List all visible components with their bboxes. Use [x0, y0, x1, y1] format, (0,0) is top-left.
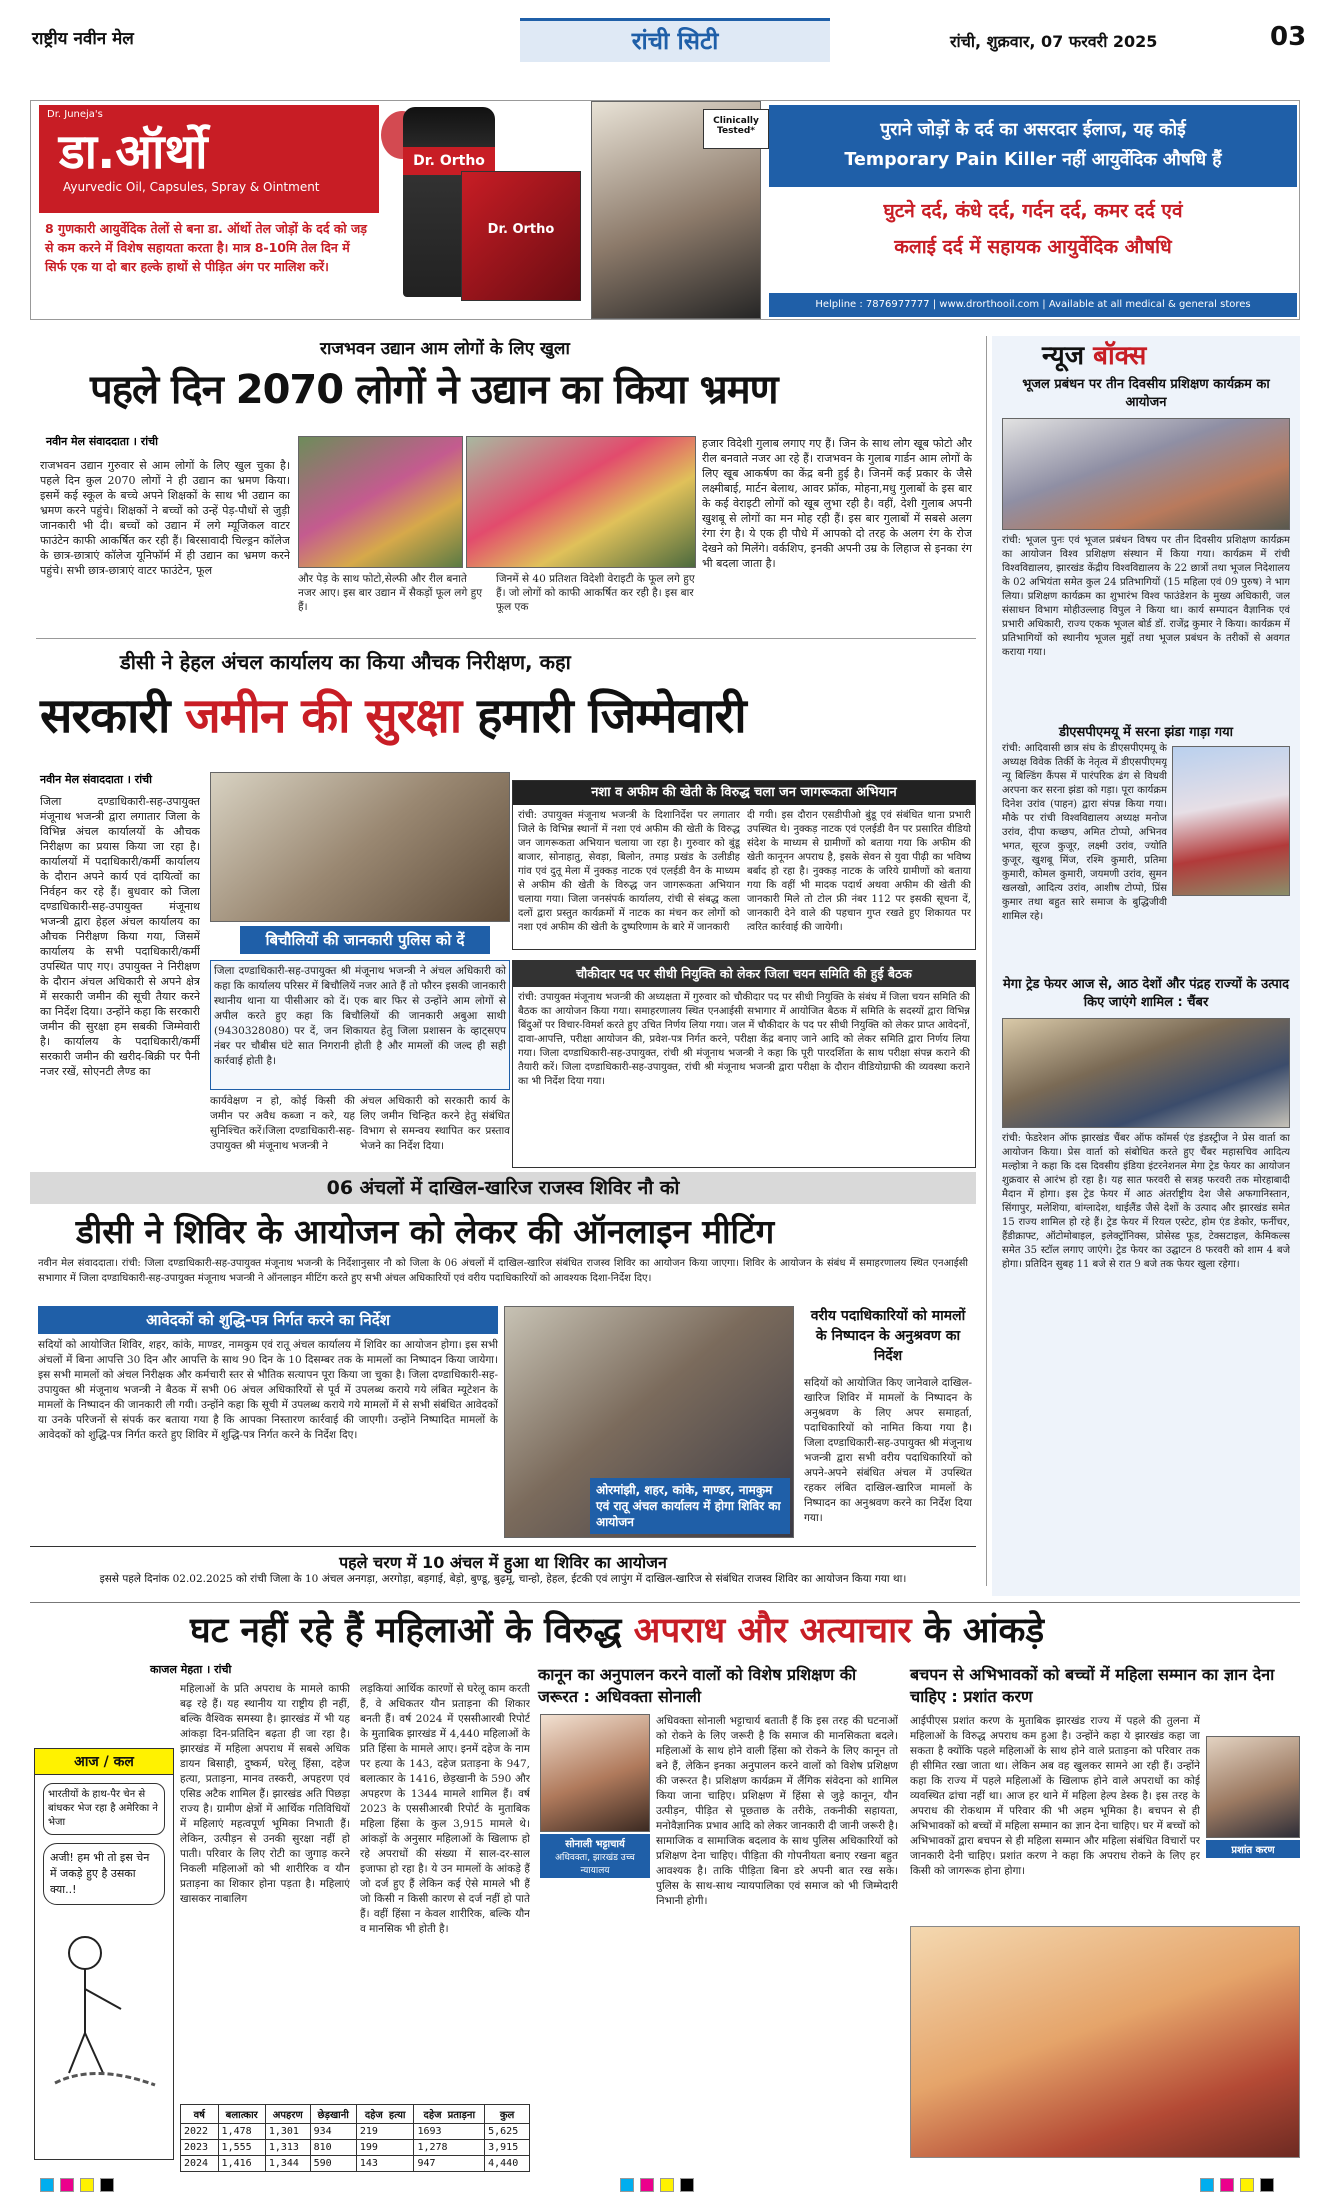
- opinion2-body: आईपीएस प्रशांत करण के मुताबिक झारखंड राज्य में पहले की तुलना में महिलाओं के विरुद्ध अपराध कम हुआ है। उन्होंने कहा ये झारखंड कहा जा सकता है क्योंकि पहले महिलाओं के साथ होने वाले प्रताड़ना को परिवार तक ही सीमित रखा जाता था। लेकिन अब वह खुलकर सामने आ रही हैं। उन्होंने कहा कि राज्य में पहले महिलाओं के खिलाफ होने वाले अपराधों का कोई व्यवस्थित ढांचा नहीं था। आज हर थाने में महिला हेल्प डेस्क है। इस तरह के अपराध की रोकथाम में परिवार की भी अहम भूमिका है। बचपन से ही अभिभावकों को बच्चों में महिला सम्मान का ज्ञान देना चाहिए। घर में बच्चों को अभिभावकों द्वारा बचपन से ही महिला सम्मान और महिला संबंधित विचारों पर जानकारी देनी चाहिए। प्रशांत करण ने कहा कि अपराध रोकने के लिए हर किसी को जागरूक होना होगा।: [910, 1715, 1200, 1877]
- cartoon-figure-leg-l: [69, 2033, 85, 2073]
- table-header-row: [181, 2105, 530, 2124]
- story2-col4: अंचल अधिकारी को सरकारी कार्य के लिए जमीन चिन्हित करने हेतु संबंधित विभाग से समन्वय स्थापित कर प्रस्ताव भेजने का निर्देश दिया।: [360, 1095, 510, 1152]
- story6-headline-end: के आंकड़े: [923, 1611, 1045, 1651]
- story5-sub2: वरीय पदाधिकारियों को मामलों के निष्पादन के अनुश्रवण का निर्देश: [810, 1308, 966, 1364]
- story4-title-bar: [513, 961, 975, 987]
- color-swatch: [1260, 2178, 1274, 2192]
- story6-headline-black: घट नहीं रहे हैं महिलाओं के विरुद्ध: [190, 1611, 622, 1651]
- ad-badge: Clinically Tested*: [703, 109, 769, 149]
- table-cell: 1693: [414, 2124, 485, 2140]
- color-swatch: [60, 2178, 74, 2192]
- sidebar-item2-title: डीएसपीएमयू में सरना झंडा गाड़ा गया: [1058, 725, 1234, 740]
- opinion2-name-box: [1206, 1840, 1300, 1858]
- cartoon-figure-head: [69, 1937, 101, 1969]
- color-bar-left: [40, 2178, 114, 2192]
- sidebar-title-2: बॉक्स: [1093, 341, 1147, 371]
- opinion2-title: बचपन से अभिभावकों को बच्चों में महिला सम्मान का ज्ञान देना चाहिए : प्रशांत करण: [910, 1665, 1275, 1706]
- color-swatch: [80, 2178, 94, 2192]
- ad-headline-4: कलाई दर्द में सहायक आयुर्वेदिक औषधि: [894, 236, 1172, 258]
- story2-col3: कार्यवेक्षण न हो, कोई किसी की जमीन पर अवैध कब्जा न करे, यह सुनिश्चित करें।जिला दण्डाधिकारी-सह-उपायुक्त श्री मंजूनाथ भजन्त्री ने: [210, 1095, 355, 1152]
- story5-body2: सदियों को आयोजित किए जानेवाले दाखिल-खारिज शिविर में मामलों के निष्पादन के अनुश्रवण के लिए अपर समाहर्ता, पदाधिकारियों को नामित किया गया है। जिला दण्डाधिकारी-सह-उपायुक्त श्री मंजूनाथ भजन्त्री द्वारा सभी वरीय पदाधिकारियों को अपने-अपने संबंधित अंचल में उपस्थित रहकर लंबित दाखिल-खारिज मामलों के निष्पादन का अनुश्रवण करने का निर्देश दिया गया।: [804, 1377, 972, 1524]
- sidebar-item2-body: रांची: आदिवासी छात्र संघ के डीएसपीएमयू के अध्यक्ष विवेक तिर्की के नेतृत्व में डीएसपीएमयू न्यू बिल्डिंग कैंपस में पारंपरिक ढंग से विधवी अरपना कर सरना झंडा को गड़ा। पूरा कार्यक्रम दिनेश उरांव (पाहन) द्वारा संपन्न किया गया। मौके पर रांची विश्वविद्यालय अध्यक्ष मनोज उरांव, दीपा कच्छप, अमित टोप्पो, अभिनव भगत, सूरज कुजूर, लक्ष्मी उरांव, ज्योति कुजूर, खुशबू मिंज, रश्मि कुमारी, प्रतिमा कुमारी, कोमल कुमारी, जयमणी उरांव, सुमन खलखो, आदित्य उरांव, आशीष टोप्पो, प्रिंस कुमार तथा बहुत सारे समाज के बुद्धिजीवी शामिल रहे।: [1002, 743, 1167, 922]
- table-cell: 2022: [181, 2124, 219, 2140]
- table-header-cell: बलात्कार: [218, 2105, 265, 2124]
- opinion1-role: अधिवक्ता, झारखंड उच्च न्यायालय: [555, 1853, 635, 1876]
- story1-col1: राजभवन उद्यान गुरुवार से आम लोगों के लिए खुल चुका है। पहले दिन कुल 2070 लोगों ने ही उद्यान का भ्रमण किया। इसमें कई स्कूल के बच्चे अपने शिक्षकों के साथ भी उद्यान का भ्रमण करने पहुंचे। शिक्षकों ने बच्चों को उन्हें पेड़-पौधों से जुड़ी जानकारी भी दी। बच्चों को उद्यान में लगे म्यूजिकल वाटर फाउंटेन काफी आकर्षित कर रही हैं। बिरसावादी चिल्ड्रन कॉलेज के छात्र-छात्राएं कॉलेज यूनिफॉर्म में ही उद्यान का भ्रमण करने पहुंचे। सभी छात्र-छात्राएं वाटर फाउंटेन, फूल: [40, 459, 290, 577]
- cartoon-figure-arm: [85, 1989, 121, 2009]
- ad-brand-small: Dr. Juneja's: [47, 109, 103, 120]
- story6-col2: लड़कियां आर्थिक कारणों से घरेलू काम करती हैं, वे अधिकतर यौन प्रताड़ना की शिकार बनती हैं। वर्ष 2024 में एससीआरबी रिपोर्ट के मुताबिक झारखंड में 4,440 महिलाओं के प्रति हिंसा के मामले आए। इनमें दहेज के नाम पर हत्या के 143, दहेज प्रताड़ना के 947, बलात्कार के 1416, छेड़खानी के 590 और अपहरण के 1344 मामले शामिल हैं। वर्ष 2023 के एससीआरबी रिपोर्ट के मुताबिक महिला हिंसा के कुल 3,915 मामले थे। आंकड़ों के अनुसार महिलाओं के खिलाफ हो रहे अपराधों की संख्या में साल-दर-साल इजाफा हो रहा है। ये उन मामलों के आंकड़े हैं जो दर्ज हुए हैं लेकिन कई ऐसे मामले भी हैं जो किसी न किसी कारण से दर्ज नहीं हो पाते हैं। वहीं हिंसा न केवल शारीरिक, बल्कि यौन व मानसिक भी होती है।: [360, 1683, 530, 1935]
- story-women-crime: [30, 1606, 1300, 2171]
- color-bar-right: [1200, 2178, 1274, 2192]
- story5-sub1-box: [38, 1306, 498, 1334]
- story-drug-awareness: [512, 780, 976, 950]
- story5-kicker: 06 अंचलों में दाखिल-खारिज राजस्व शिविर नौ को: [326, 1177, 680, 1199]
- ad-banner[interactable]: [30, 100, 1300, 320]
- divider: [36, 638, 976, 639]
- product-box-label: Dr. Ortho: [487, 222, 555, 237]
- story1-photo-2: [466, 436, 696, 568]
- story3-title: नशा व अफीम की खेती के विरुद्ध चला जन जागरूकता अभियान: [591, 785, 897, 800]
- story5-kicker-bar: [30, 1172, 976, 1204]
- story2-kicker: डीसी ने हेहल अंचल कार्यालय का किया औचक निरीक्षण, कहा: [120, 650, 571, 674]
- opinion1-body: अधिवक्ता सोनाली भट्टाचार्य बताती हैं कि इस तरह की घटनाओं को रोकने के लिए जरूरी है कि समाज की मानसिकता बदले। महिलाओं के साथ होने वाली हिंसा को रोकने के लिए कानून तो बने हैं, लेकिन इनका अनुपालन करने वालों को विशेष प्रशिक्षण की जरूरत है। प्रशिक्षण कार्यक्रम में लैंगिक संवेदना को शामिल किया जाना चाहिए। प्रशिक्षण में हिंसा से जुड़े कानून, यौन उत्पीड़न, पीड़ित से पूछताछ के तरीके, तकनीकी सहायता, मनोवैज्ञानिक प्रभाव आदि को लेकर जानकारी दी जानी जरूरी है। सामाजिक व सामाजिक बदलाव के साथ पुलिस अधिकारियों को प्रशिक्षण देना चाहिए। पीड़िता की गोपनीयता बनाए रखना बहुत आवश्यक है। ताकि पीड़िता बिना डरे अपनी बात रख सके। पुलिस के साथ-साथ न्यायपालिका एवं समाज को भी जिम्मेदारी निभानी होगी।: [656, 1715, 898, 1907]
- table-cell: 2024: [181, 2156, 219, 2172]
- story5-body1: सदियों को आयोजित शिविर, शहर, कांके, माण्डर, नामकुम एवं रातू अंचल कार्यालय में शिविर का आयोजन होगा। इस सभी अंचलों में बिना आपत्ति 30 दिन और आपत्ति के साथ 90 दिन के 10 दिसम्बर तक के मामलों का निष्पादन किया जायेगा। इस सभी मामलों को अंचल निरीक्षक और कर्मचारी स्तर से भौतिक सत्यापन पूरा किया जा चुका है। जिला दण्डाधिकारी-सह-उपायुक्त श्री मंजूनाथ भजन्त्री ने बैठक में सभी 06 अंचल अधिकारियों से पूर्व में उपलब्ध कराये गये लंबित म्यूटेशन के मामलों के निष्पादन की जानकारी ली गयी। उन्होंने कहा कि सूची में उपलब्ध कराये गये मामलों में से सभी संबंधित आवेदकों या उनके परिजनों से संपर्क कर बताया गया है कि आपका निस्तारण कार्रवाई की जाएगी। उन्होंने निष्पादित मामलों के आवेदकों को शुद्धि-पत्र निर्गत करते हुए शिविर में शुद्धि-पत्र निर्गत करने के निर्देश दिए।: [38, 1339, 498, 1441]
- color-swatch: [680, 2178, 694, 2192]
- story2-photo: [210, 772, 510, 922]
- story-rajbhavan: [30, 336, 980, 636]
- cartoon-label: आज / कल: [35, 1749, 173, 1775]
- story3-col2: दी गयी। इस दौरान एसडीपीओ बुंडू एवं संबंधित थाना प्रभारी उपस्थित थे। नुक्कड़ नाटक एवं एलईडी वैन पर प्रसारित वीडियो संदेश के माध्यम से ग्रामीणों को बताया गया कि अफीम की खेती कानूनन अपराध है, इसके सेवन से युवा पीढ़ी का भविष्य बर्बाद हो रहा है। नुक्कड़ नाटक के जरिये ग्रामीणों को बताया गया कि वहीं भी मादक पदार्थ अथवा अफीम की खेती की जानकारी मिले तो टोल फ्री नंबर 112 पर इसकी सूचना दें, जानकारी देने वाले की पहचान गुप्त रखते हुए शिकायत पर त्वरित कार्रवाई की जायेगी।: [747, 810, 971, 933]
- table-header-cell: छेड़खानी: [310, 2105, 356, 2124]
- story6-headline-red: अपराध और अत्याचार: [633, 1611, 912, 1651]
- story1-byline: नवीन मेल संवाददाता । रांची: [46, 435, 158, 448]
- table-cell: 810: [310, 2140, 356, 2156]
- table-header-cell: अपहरण: [265, 2105, 310, 2124]
- table-row: [181, 2124, 530, 2140]
- story2-subhead: बिचौलियों की जानकारी पुलिस को दें: [265, 931, 465, 949]
- ad-helpline-bar[interactable]: [769, 293, 1297, 317]
- cartoon-chain: [55, 2073, 155, 2085]
- color-swatch: [1240, 2178, 1254, 2192]
- ad-body: 8 गुणकारी आयुर्वेदिक तेलों से बना डा. ऑर्थो तेल जोड़ों के दर्द को जड़ से कम करने में विशेष सहायता करता है। मात्र 8-10मि तेल दिन में सिर्फ एक या दो बार हल्के हाथों से पीड़ित अंग पर मालिश करें।: [45, 221, 367, 274]
- story5-phase-title: पहले चरण में 10 अंचल में हुआ था शिविर का आयोजन: [30, 1546, 976, 1573]
- story1-headline: पहले दिन 2070 लोगों ने उद्यान का किया भ्रमण: [90, 367, 778, 413]
- sidebar-title-1: न्यूज: [1042, 341, 1085, 371]
- masthead: [20, 18, 1310, 88]
- story2-subhead-box: [240, 926, 490, 954]
- page-number: 03: [1270, 22, 1307, 52]
- sidebar-item3-body: रांची: फेडरेशन ऑफ झारखंड चैंबर ऑफ कॉमर्स एंड इंडस्ट्रीज ने प्रेस वार्ता का आयोजन किया। प्रेस वार्ता को संबोधित करते हुए चैंबर महासचिव आदित्य मल्होत्रा ने कहा कि दस दिवसीय इंडिया इंटरनेशनल मेगा ट्रेड फेयर का आयोजन शुक्रवार से आरंभ हो रहा है। यह सात फरवरी से सत्रह फरवरी तक मोरहाबादी मैदान में होगा। इस ट्रेड फेयर में आठ अंतर्राष्ट्रीय देश जैसे अफगानिस्तान, सिंगापुर, मलेशिया, बांग्लादेश, थाईलैंड जैसे देशों के उत्पाद और झारखंड समेत 15 राज्य शामिल हो रहे हैं। ट्रेड फेयर में रियल एस्टेट, होम एंड डेकोर, फर्नीचर, हैंडीक्राफ्ट, ऑटोमोबाइल, इलेक्ट्रॉनिक्स, प्रोसेस्ड फूड, टेक्सटाइल, केमिकल्स समेत 35 स्टॉल लगाए जाएंगे। ट्रेड फेयर का उद्घाटन 8 फरवरी को शाम 4 बजे होगा। प्रतिदिन सुबह 11 बजे से रात 9 बजे तक फेयर खुला रहेगा।: [1002, 1133, 1290, 1270]
- story5-sub1: आवेदकों को शुद्धि-पत्र निर्गत करने का निर्देश: [146, 1311, 390, 1329]
- sidebar-item1-photo: [1002, 418, 1290, 530]
- story2-headline-red: जमीन की सुरक्षा: [185, 688, 462, 744]
- table-cell: 1,278: [414, 2140, 485, 2156]
- ad-helpline: Helpline : 7876977777 | www.drorthooil.com | Available at all medical & general stores: [815, 299, 1251, 310]
- story1-col4: हजार विदेशी गुलाब लगाए गए हैं। जिन के साथ लोग खूब फोटो और रील बनवाते नजर आ रहे हैं। राजभवन के गुलाब गार्डन आम लोगों के लिए खूब आकर्षण का केंद्र बनी हुई है। जिनमें कई प्रकार के जैसे लक्ष्मीबाई, मार्टन बेलाथ, आवर फ्रॉक, मोहना,मधु गुलाबों के इस बार के कई वेराइटी लोगों को खूब लुभा रही है। वहीं, देशी गुलाब अपनी खुशबू से लोगों का मन मोह रही हैं। इस बार गुलाबों में सबसे अलग रंगा रंग है। ये एक ही पौधे में आपको दो तरह के अलग रंग के रोज देखने को मिलेंगे। वर्कशिप, इनकी अपनी उम्र के लिहाज से इनका रंग भी बदला जाता है।: [702, 437, 972, 570]
- story3-col1: रांची: उपायुक्त मंजूनाथ भजन्त्री के दिशानिर्देश पर लगातार जिले के विभिन्न स्थानों में नशा एवं अफीम की खेती के विरुद्ध जन जागरूकता अभियान चलाया जा रहा है। गुरुवार को बुंडू बाजार, सोनाहातु, सेवड़ा, बिलोन, तमाड़ प्रखंड के उलीडीह गांव एवं दुतू मेला में नुक्कड़ नाटक एवं एलईडी वैन के माध्यम से अफीम की खेती के विरुद्ध जन जागरूकता अभियान चलाया गया। जिला जनसंपर्क कार्यालय, रांची से संबद्ध कला दलों द्वारा प्रस्तुत कार्यक्रमों में नाटक का मंचन कर लोगों को नशा एवं अफीम की खेती के दुष्परिणाम के बारे में जानकारी: [518, 810, 740, 933]
- story6-headline: [190, 1606, 1044, 1653]
- table-cell: 3,915: [485, 2140, 530, 2156]
- color-swatch: [640, 2178, 654, 2192]
- story4-body: रांची: उपायुक्त मंजूनाथ भजन्त्री की अध्यक्षता में गुरुवार को चौकीदार पद पर सीधी नियुक्ति के संबंध में जिला चयन समिति की बैठक का आयोजन किया गया। समाहरणालय स्थित एनआईसी सभागार में आयोजित बैठक में समिति के सदस्यों द्वारा विभिन्न बिंदुओं पर विचार-विमर्श करते हुए उचित निर्णय लिया गया। जल में चौकीदार के पद पर सीधी नियुक्ति को लेकर प्राप्त आवेदनों, दावा-आपत्ति, परीक्षा आयोजन की, प्रवेश-पत्र निर्गत करने, परीक्षा केंद्र बनाए जाने आदि को लेकर समिति द्वारा निर्णय लिया गया। जिला दण्डाधिकारी-सह-उपायुक्त, रांची श्री मंजूनाथ भजन्त्री ने कहा कि पूरी पारदर्शिता के साथ परीक्षा संपन्न कराने की तैयारी करें। जिला दण्डाधिकारी-सह-उपायुक्त, रांची श्री मंजूनाथ भजन्त्री द्वारा परीक्षा के दौरान वीडियोग्राफी की व्यवस्था कराने का भी निर्देश दिया गया।: [518, 992, 970, 1087]
- opinion2-name: प्रशांत करण: [1231, 1845, 1275, 1856]
- color-swatch: [40, 2178, 54, 2192]
- story3-title-bar: [513, 781, 975, 805]
- story6-col1: महिलाओं के प्रति अपराध के मामले काफी बढ़ रहे हैं। यह स्थानीय या राष्ट्रीय ही नहीं, बल्कि वैश्विक समस्या है। झारखंड में भी यह आंकड़ा दिन-प्रतिदिन बढ़ता ही जा रहा है। झारखंड में महिला अपराध में सबसे अधिक डायन बिसाही, दुष्कर्म, घरेलू हिंसा, दहेज हत्या, प्रताड़ना, मानव तस्करी, अपहरण एवं एसिड अटैक शामिल हैं। झारखंड अति पिछड़ा राज्य है। ग्रामीण क्षेत्रों में आर्थिक गतिविधियों में महिलाएं महत्वपूर्ण भूमिका निभाती हैं। लेकिन, उत्पीड़न से उनकी सुरक्षा नहीं हो पाती। परिवार के लिए रोटी का जुगाड़ करने निकली महिलाओं को भी शारीरिक व यौन प्रताड़ना का शिकार होना पड़ता है। महिलाएं खासकर नाबालिग: [180, 1683, 350, 1905]
- story1-caption-2: जिनमें से 40 प्रतिशत विदेशी वेराइटी के फूल लगे हुए हैं। जो लोगों को काफी आकर्षित कर रही है। इस बार फूल एक: [496, 573, 695, 613]
- story2-col2: जिला दण्डाधिकारी-सह-उपायुक्त श्री मंजूनाथ भजन्त्री ने अंचल अधिकारी को कहा कि कार्यालय परिसर में बिचौलियें नजर आते हैं तो फौरन इसकी जानकारी स्थानीय थाना या पीसीआर को दें। एक बार फिर से उन्होंने आम लोगों से अपील करते हुए कहा कि बिचौलियों की जानकारी अबुआ साथी (9430328080) पर दें, जन शिकायत हेतु जिला प्रशासन के व्हाट्सएप नंबर पर चौबीस घंटे सात निगरानी होती है और मामलों की जल्द ही सही कार्रवाई होती है।: [210, 960, 510, 1090]
- sidebar-item3-photo: [1002, 1018, 1290, 1128]
- opinion2-photo: [1206, 1736, 1300, 1838]
- table-cell: 2023: [181, 2140, 219, 2156]
- sidebar-item1-title: भूजल प्रबंधन पर तीन दिवसीय प्रशिक्षण कार्यक्रम का आयोजन: [1022, 377, 1270, 410]
- cartoon-bubble-2: अजी! हम भी तो इस चेन में जकड़े हुए है उसका क्या..!: [43, 1843, 165, 1905]
- table-row: [181, 2156, 530, 2172]
- story1-caption-1: और पेड़ के साथ फोटो,सेल्फी और रील बनाते नजर आए। इस बार उद्यान में सैकड़ों फूल लगे हुए हैं।: [298, 573, 483, 613]
- table-header-cell: कुल: [485, 2105, 530, 2124]
- cartoon-bubble-1: भारतीयों के हाथ-पैर चेन से बांधकर भेज रहा है अमेरिका ने भेजा: [43, 1783, 165, 1835]
- table-cell: 1,416: [218, 2156, 265, 2172]
- ad-brand: डा.ऑर्थो: [59, 124, 208, 180]
- illustration-woman: [910, 1926, 1300, 2158]
- story-chowkidar: [512, 960, 976, 1168]
- ad-headline-box-1: [769, 105, 1297, 187]
- table-cell: 590: [310, 2156, 356, 2172]
- story2-byline: नवीन मेल संवाददाता । रांची: [40, 773, 152, 786]
- cartoon-figure-leg-r: [85, 2033, 103, 2073]
- story5-photo-caption-box: [590, 1478, 790, 1534]
- ad-headline-1: पुराने जोड़ों के दर्द का असरदार ईलाज, यह कोई: [880, 120, 1186, 140]
- cartoon-drawing: [35, 1913, 173, 2103]
- sidebar-item3-title: मेगा ट्रेड फेयर आज से, आठ देशों और पंद्रह राज्यों के उत्पाद किए जाएंगे शामिल : चैंबर: [1003, 977, 1289, 1010]
- table-header-cell: वर्ष: [181, 2105, 219, 2124]
- table-cell: 1,301: [265, 2124, 310, 2140]
- story2-headline-part2: हमारी जिम्मेवारी: [476, 688, 746, 744]
- section-title: रांची सिटी: [631, 27, 719, 55]
- story2-col1: जिला दण्डाधिकारी-सह-उपायुक्त मंजूनाथ भजन्त्री द्वारा लगातार जिला के विभिन्न अंचल कार्यालयों के औचक निरीक्षण का प्रयास किया जा रहा है। कार्यालयों में पदाधिकारी/कर्मी कार्यालय के दौरान अपने कार्य एवं दायित्वों का निर्वहन कर रहे हैं। बुधवार को जिला दण्डाधिकारी-सह-उपायुक्त मंजूनाथ भजन्त्री द्वारा हेहल अंचल कार्यालय का औचक निरीक्षण किया गया, जिसमें कार्यालय के सभी पदाधिकारी/कर्मी उपस्थित पाए गए। उपायुक्त ने निरीक्षण के दौरान अंचल अधिकारी से अपने क्षेत्र में सरकारी जमीन की सूची तैयार करने का निर्देश दिया। उन्होंने कहा कि सरकारी जमीन की सुरक्षा हम सबकी जिम्मेवारी है। कार्यालय के पदाधिकारी/कर्मी सरकारी जमीन की खरीद-बिक्री पर पैनी नजर रखें, सोएनटी लैण्ड का: [40, 795, 200, 1078]
- table-header-cell: दहेज हत्या: [356, 2105, 414, 2124]
- story-camp: [30, 1172, 980, 1602]
- table-row: [181, 2140, 530, 2156]
- section-tab: [520, 18, 830, 62]
- sidebar-item2-photo: [1172, 746, 1290, 896]
- product-box: [461, 171, 581, 301]
- product-label: Dr. Ortho: [403, 147, 495, 175]
- ad-headline-2: Temporary Pain Killer नहीं आयुर्वेदिक औषधि हैं: [844, 150, 1222, 170]
- story6-byline: काजल मेहता । रांची: [150, 1663, 232, 1676]
- ad-brand-box: [39, 105, 379, 213]
- story1-photo-1: [298, 436, 463, 568]
- opinion1-photo: [540, 1714, 650, 1832]
- table-cell: 947: [414, 2156, 485, 2172]
- table-cell: 4,440: [485, 2156, 530, 2172]
- table-cell: 219: [356, 2124, 414, 2140]
- story5-headline: डीसी ने शिविर के आयोजन को लेकर की ऑनलाइन मीटिंग: [76, 1212, 775, 1251]
- story2-headline-part1: सरकारी: [40, 688, 170, 744]
- paper-name: राष्ट्रीय नवीन मेल: [32, 29, 134, 49]
- sidebar-item1-body: रांची: भूजल पुनः एवं भूजल प्रबंधन विषय पर तीन दिवसीय प्रशिक्षण कार्यक्रम का आयोजन विश्व प्रशिक्षण संस्थान में किया गया। कार्यक्रम में रांची विश्वविद्यालय, झारखंड केंद्रीय विश्वविद्यालय के 22 छात्रों तथा भूजल निदेशालय के 02 अभियंता समेत कुल 24 प्रतिभागियों (15 महिला एवं 09 पुरुष) ने भाग लिया। प्रशिक्षण कार्यक्रम का शुभारंभ विश्व फाउंडेशन के मुख्य अधिकारी, जल संसाधन विभाग मोहीउल्लाह विपुल ने किया था। कार्य सम्पादन वैज्ञानिक एवं प्रभारी अधिकारी, राज्य एकक भूजल बोर्ड डॉ. राजेंद्र कुमार ने किया। कार्यक्रम में प्रतिभागियों को स्थानीय भूजल मुद्दों तथा भूजल प्रबंधन के तरीकों से अवगत कराया गया।: [1002, 535, 1290, 658]
- date-line: रांची, शुक्रवार, 07 फरवरी 2025: [950, 32, 1158, 51]
- story1-kicker: राजभवन उद्यान आम लोगों के लिए खुला: [320, 339, 570, 359]
- color-swatch: [1220, 2178, 1234, 2192]
- color-bar-center: [620, 2178, 694, 2192]
- cartoon-box: [34, 1748, 174, 2160]
- section-divider: [30, 1602, 1300, 1603]
- table-cell: 1,555: [218, 2140, 265, 2156]
- sidebar-title: [1042, 336, 1146, 372]
- color-swatch: [620, 2178, 634, 2192]
- opinion1-title: कानून का अनुपालन करने वालों को विशेष प्रशिक्षण की जरूरत : अधिवक्ता सोनाली: [538, 1665, 857, 1706]
- column-divider: [986, 336, 987, 1586]
- opinion1-name: सोनाली भट्टाचार्य: [565, 1839, 625, 1850]
- table-cell: 1,313: [265, 2140, 310, 2156]
- table-body: [181, 2124, 530, 2172]
- color-swatch: [100, 2178, 114, 2192]
- table-header-cell: दहेज प्रताड़ना: [414, 2105, 485, 2124]
- table-cell: 199: [356, 2140, 414, 2156]
- table-cell: 143: [356, 2156, 414, 2172]
- table-cell: 5,625: [485, 2124, 530, 2140]
- opinion1-name-box: [540, 1834, 650, 1878]
- table-cell: 1,344: [265, 2156, 310, 2172]
- story5-photo-caption: ओरमांझी, शहर, कांके, माण्डर, नामकुम एवं रातू अंचल कार्यालय में होगा शिविर का आयोजन: [596, 1483, 781, 1529]
- ad-brand-tagline: Ayurvedic Oil, Capsules, Spray & Ointment: [63, 180, 320, 194]
- color-swatch: [1200, 2178, 1214, 2192]
- story5-phase-body: इससे पहले दिनांक 02.02.2025 को रांची जिला के 10 अंचल अनगड़ा, अरगोड़ा, बड़गाई, बेड़ो, बुण्डू, बुढ़मू, चान्हो, हेहल, ईटकी एवं लापुंग में दाखिल-खारिज से संबंधित राजस्व शिविर का आयोजन किया गया था।: [99, 1573, 907, 1585]
- crime-stats-table: [180, 2104, 530, 2172]
- table-cell: 1,478: [218, 2124, 265, 2140]
- color-swatch: [660, 2178, 674, 2192]
- news-box-sidebar: [992, 336, 1300, 1596]
- story2-headline: [40, 682, 746, 747]
- story4-title: चौकीदार पद पर सीधी नियुक्ति को लेकर जिला चयन समिति की हुई बैठक: [576, 966, 912, 981]
- story5-intro: नवीन मेल संवाददाता। रांची: जिला दण्डाधिकारी-सह-उपायुक्त मंजूनाथ भजन्त्री के निर्देशानुसार नौ को जिला के 06 अंचलों में दाखिल-खारिज संबंधित राजस्व शिविर का आयोजन किया जाएगा। शिविर के आयोजन के संबंध में समाहरणालय स्थित एनआईसी सभागार में जिला दण्डाधिकारी-सह-उपायुक्त मंजूनाथ भजन्त्री ने ऑनलाइन मीटिंग करते हुए सभी अंचल अधिकारियों एवं वरीय पदाधिकारियों को आवश्यक दिशा-निर्देश दिए।: [38, 1258, 968, 1284]
- ad-headline-3: घुटने दर्द, कंधे दर्द, गर्दन दर्द, कमर दर्द एवं: [883, 200, 1183, 222]
- table-cell: 934: [310, 2124, 356, 2140]
